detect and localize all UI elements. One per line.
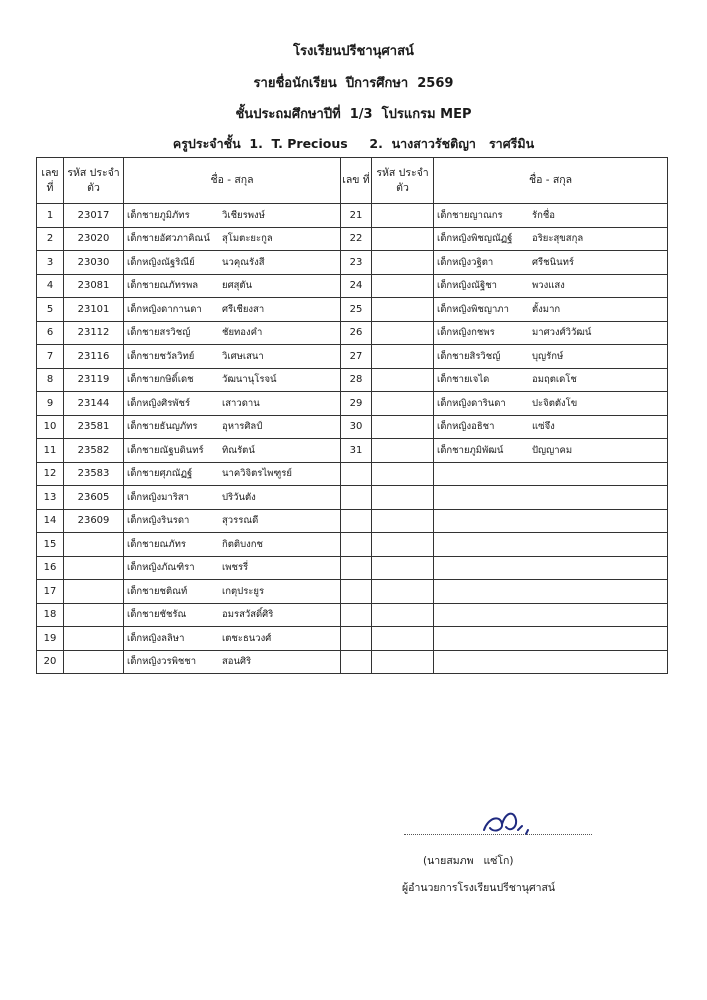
student-name bbox=[434, 627, 668, 651]
student-id bbox=[372, 627, 434, 651]
student-id bbox=[372, 650, 434, 674]
first-name: เด็กชายณภัทร bbox=[127, 538, 186, 550]
student-name bbox=[434, 462, 668, 486]
student-name bbox=[124, 392, 341, 416]
student-id bbox=[372, 251, 434, 275]
student-no: 2 bbox=[37, 227, 64, 251]
student-no: 16 bbox=[37, 556, 64, 580]
student-no: 8 bbox=[37, 368, 64, 392]
table-row bbox=[37, 627, 668, 651]
student-roster-table bbox=[36, 157, 668, 674]
student-no: 3 bbox=[37, 251, 64, 275]
last-name: ศรีชนินทร์ bbox=[532, 256, 574, 268]
student-name bbox=[124, 227, 341, 251]
class-line: ชั้นประถมศึกษาปีที่ 1/3 โปรแกรม MEP bbox=[235, 107, 472, 122]
student-no: 26 bbox=[341, 321, 372, 345]
student-name bbox=[434, 603, 668, 627]
student-no: 6 bbox=[37, 321, 64, 345]
student-id: 23030 bbox=[64, 251, 124, 275]
first-name: เด็กหญิงภัณฑิรา bbox=[127, 562, 195, 574]
student-no: 9 bbox=[37, 392, 64, 416]
student-no: 13 bbox=[37, 486, 64, 510]
first-name: เด็กชายกษิดิ์เดช bbox=[127, 374, 194, 386]
first-name: เด็กหญิงดารินดา bbox=[437, 397, 506, 409]
first-name: เด็กหญิงดากานดา bbox=[127, 303, 202, 315]
student-id: 23112 bbox=[64, 321, 124, 345]
student-name bbox=[434, 298, 668, 322]
student-name bbox=[434, 580, 668, 604]
first-name: เด็กหญิงณัฐิชา bbox=[437, 280, 498, 292]
student-no: 28 bbox=[341, 368, 372, 392]
first-name: เด็กชายเจได bbox=[437, 374, 490, 386]
table-row bbox=[37, 556, 668, 580]
student-no: 20 bbox=[37, 650, 64, 674]
first-name: เด็กชายอัศวภาคิณน์ bbox=[127, 233, 210, 245]
student-id bbox=[64, 627, 124, 651]
table-row bbox=[37, 415, 668, 439]
student-no bbox=[341, 603, 372, 627]
last-name: พวงแสง bbox=[532, 280, 565, 292]
last-name: มาศวงศ์วิวัฒน์ bbox=[532, 327, 592, 339]
last-name: วิเศษเสนา bbox=[222, 350, 264, 362]
table-row bbox=[37, 650, 668, 674]
last-name: ปริวันตัง bbox=[222, 491, 256, 503]
last-name: นวคุณรังสี bbox=[222, 256, 265, 268]
student-no bbox=[341, 556, 372, 580]
student-no: 15 bbox=[37, 533, 64, 557]
table-row bbox=[37, 227, 668, 251]
first-name: เด็กหญิงศิรพัชร์ bbox=[127, 397, 191, 409]
last-name: เตชะธนวงศ์ bbox=[222, 632, 272, 644]
student-no: 10 bbox=[37, 415, 64, 439]
last-name: เพชรรี่ bbox=[222, 562, 249, 574]
student-name bbox=[434, 204, 668, 228]
signatory-name: (นายสมภพ แซ่โก) bbox=[423, 855, 514, 867]
student-name bbox=[124, 368, 341, 392]
student-name bbox=[434, 368, 668, 392]
student-id bbox=[372, 368, 434, 392]
student-id bbox=[372, 580, 434, 604]
table-row bbox=[37, 368, 668, 392]
student-no: 12 bbox=[37, 462, 64, 486]
first-name: เด็กชายณัฐบดินทร์ bbox=[127, 444, 204, 456]
last-name: เสาวดาน bbox=[222, 397, 260, 409]
student-id bbox=[64, 580, 124, 604]
student-name bbox=[124, 251, 341, 275]
student-name bbox=[434, 439, 668, 463]
first-name: เด็กชายภูมิภัทร bbox=[127, 209, 190, 221]
last-name: ตั้งมาก bbox=[532, 303, 561, 315]
student-id bbox=[372, 321, 434, 345]
table-row bbox=[37, 486, 668, 510]
student-no: 18 bbox=[37, 603, 64, 627]
student-no: 29 bbox=[341, 392, 372, 416]
student-no: 5 bbox=[37, 298, 64, 322]
student-id: 23119 bbox=[64, 368, 124, 392]
first-name: เด็กหญิงรินรดา bbox=[127, 515, 190, 527]
student-name bbox=[434, 227, 668, 251]
student-id: 23101 bbox=[64, 298, 124, 322]
header-id: รหัส ประจำตัว bbox=[64, 158, 124, 204]
first-name: เด็กชายญาณกร bbox=[437, 209, 503, 221]
student-name bbox=[124, 274, 341, 298]
last-name: ชัยทองคำ bbox=[222, 327, 263, 339]
table-row bbox=[37, 345, 668, 369]
student-id bbox=[372, 486, 434, 510]
student-id: 23081 bbox=[64, 274, 124, 298]
last-name: อุหารศิลป์ bbox=[222, 421, 263, 433]
student-id bbox=[372, 274, 434, 298]
signatory-position: ผู้อำนวยการโรงเรียนปรีชานุศาสน์ bbox=[402, 882, 556, 894]
student-name bbox=[124, 509, 341, 533]
student-name bbox=[124, 415, 341, 439]
last-name: สุวรรณดี bbox=[222, 515, 259, 527]
table-row bbox=[37, 603, 668, 627]
student-no: 23 bbox=[341, 251, 372, 275]
student-id: 23609 bbox=[64, 509, 124, 533]
first-name: เด็กหญิงวรพิชชา bbox=[127, 656, 197, 668]
student-id bbox=[372, 533, 434, 557]
first-name: เด็กชายสิรวิชญ์ bbox=[437, 350, 501, 362]
student-name bbox=[124, 462, 341, 486]
student-id bbox=[372, 298, 434, 322]
student-name bbox=[124, 533, 341, 557]
first-name: เด็กหญิงกชพร bbox=[437, 327, 495, 339]
student-id bbox=[372, 603, 434, 627]
first-name: เด็กหญิงพิชญาภา bbox=[437, 303, 509, 315]
student-name bbox=[124, 627, 341, 651]
student-id bbox=[64, 650, 124, 674]
first-name: เด็กชายชวัลวิทย์ bbox=[127, 350, 195, 362]
student-name bbox=[124, 439, 341, 463]
student-no bbox=[341, 509, 372, 533]
table-row bbox=[37, 533, 668, 557]
student-no bbox=[341, 650, 372, 674]
header-name: ชื่อ - สกุล bbox=[434, 158, 668, 204]
first-name: เด็กหญิงลลิษา bbox=[127, 632, 185, 644]
last-name: อริยะสุขสกุล bbox=[532, 233, 584, 245]
table-row bbox=[37, 439, 668, 463]
first-name: เด็กชายชติณท์ bbox=[127, 585, 188, 597]
first-name: เด็กชายธันญภัทร bbox=[127, 421, 198, 433]
last-name: วิเชียรพงษ์ bbox=[222, 209, 265, 221]
student-no: 22 bbox=[341, 227, 372, 251]
student-no: 19 bbox=[37, 627, 64, 651]
student-no bbox=[341, 627, 372, 651]
first-name: เด็กหญิงพิชญณัฏฐ์ bbox=[437, 233, 513, 245]
header-no: เลข ที่ bbox=[37, 158, 64, 204]
table-row bbox=[37, 392, 668, 416]
student-no bbox=[341, 486, 372, 510]
list-title: รายชื่อนักเรียน ปีการศึกษา 2569 bbox=[253, 76, 454, 91]
student-name bbox=[434, 556, 668, 580]
signature-line bbox=[404, 834, 592, 835]
last-name: ปะจิตตังโข bbox=[532, 397, 578, 409]
table-row bbox=[37, 274, 668, 298]
student-no bbox=[341, 533, 372, 557]
student-no: 21 bbox=[341, 204, 372, 228]
last-name: เกตุประยูร bbox=[222, 585, 265, 597]
last-name: แซ่จึง bbox=[532, 421, 555, 433]
student-name bbox=[434, 392, 668, 416]
student-name bbox=[124, 321, 341, 345]
student-id: 23583 bbox=[64, 462, 124, 486]
student-id: 23017 bbox=[64, 204, 124, 228]
first-name: เด็กหญิงมาริสา bbox=[127, 491, 189, 503]
student-id: 23581 bbox=[64, 415, 124, 439]
last-name: ทิณรัตน์ bbox=[222, 444, 255, 456]
student-name bbox=[434, 509, 668, 533]
student-no: 4 bbox=[37, 274, 64, 298]
student-no: 7 bbox=[37, 345, 64, 369]
student-id bbox=[372, 227, 434, 251]
first-name: เด็กชายชัชรัณ bbox=[127, 609, 187, 621]
student-id: 23605 bbox=[64, 486, 124, 510]
header-no: เลข ที่ bbox=[341, 158, 372, 204]
student-no: 14 bbox=[37, 509, 64, 533]
student-name bbox=[124, 345, 341, 369]
student-no: 1 bbox=[37, 204, 64, 228]
student-id: 23582 bbox=[64, 439, 124, 463]
table-row bbox=[37, 321, 668, 345]
student-id: 23116 bbox=[64, 345, 124, 369]
student-id bbox=[372, 415, 434, 439]
student-no: 31 bbox=[341, 439, 372, 463]
table-body bbox=[37, 204, 668, 674]
student-id bbox=[64, 556, 124, 580]
first-name: เด็กหญิงอธิชา bbox=[437, 421, 495, 433]
student-name bbox=[434, 251, 668, 275]
first-name: เด็กชายศุภณัฏฐ์ bbox=[127, 468, 193, 480]
student-id bbox=[372, 345, 434, 369]
last-name: วัฒนานุโรจน์ bbox=[222, 374, 277, 386]
last-name: ยศสุตัน bbox=[222, 280, 253, 292]
teachers-line: ครูประจำชั้น 1. T. Precious 2. นางสาวรัชติญา ราศรีมิน bbox=[172, 136, 535, 151]
student-no: 17 bbox=[37, 580, 64, 604]
student-id bbox=[372, 462, 434, 486]
table-row bbox=[37, 204, 668, 228]
table-row bbox=[37, 462, 668, 486]
first-name: เด็กชายสรวิชญ์ bbox=[127, 327, 191, 339]
table-row bbox=[37, 298, 668, 322]
student-no: 24 bbox=[341, 274, 372, 298]
student-name bbox=[434, 321, 668, 345]
student-id bbox=[372, 556, 434, 580]
first-name: เด็กหญิงณัฐริณีย์ bbox=[127, 256, 195, 268]
first-name: เด็กชายณภัทรพล bbox=[127, 280, 199, 292]
school-name: โรงเรียนปรีชานุศาสน์ bbox=[293, 44, 414, 59]
student-name bbox=[124, 650, 341, 674]
student-id bbox=[64, 603, 124, 627]
student-no bbox=[341, 580, 372, 604]
last-name: สุโมตะยะกูล bbox=[222, 233, 273, 245]
first-name: เด็กชายภูมิพัฒน์ bbox=[437, 444, 504, 456]
table-row bbox=[37, 251, 668, 275]
last-name: ปัญญาคม bbox=[532, 444, 573, 456]
last-name: อมรสวัสดิ์ศิริ bbox=[222, 609, 274, 621]
header-id: รหัส ประจำตัว bbox=[372, 158, 434, 204]
last-name: อมฤตเดโช bbox=[532, 374, 577, 386]
student-name bbox=[124, 603, 341, 627]
last-name: รักชื่อ bbox=[532, 209, 556, 221]
student-name bbox=[434, 345, 668, 369]
student-id bbox=[372, 204, 434, 228]
student-name bbox=[124, 580, 341, 604]
last-name: นาควิจิตรไพฑูรย์ bbox=[222, 468, 292, 480]
header-name: ชื่อ - สกุล bbox=[124, 158, 341, 204]
student-id: 23144 bbox=[64, 392, 124, 416]
student-name bbox=[434, 274, 668, 298]
student-id bbox=[372, 439, 434, 463]
last-name: สอนศิริ bbox=[222, 656, 252, 668]
student-no: 25 bbox=[341, 298, 372, 322]
student-no: 11 bbox=[37, 439, 64, 463]
student-id bbox=[372, 392, 434, 416]
student-name bbox=[434, 486, 668, 510]
student-id bbox=[372, 509, 434, 533]
student-name bbox=[434, 650, 668, 674]
table-row bbox=[37, 509, 668, 533]
first-name: เด็กหญิงวฐิตา bbox=[437, 256, 494, 268]
student-name bbox=[124, 204, 341, 228]
student-no: 30 bbox=[341, 415, 372, 439]
student-no: 27 bbox=[341, 345, 372, 369]
student-name bbox=[124, 298, 341, 322]
table-header-row bbox=[37, 158, 668, 204]
student-name bbox=[434, 415, 668, 439]
student-name bbox=[434, 533, 668, 557]
student-name bbox=[124, 486, 341, 510]
student-id: 23020 bbox=[64, 227, 124, 251]
student-no bbox=[341, 462, 372, 486]
last-name: กิตติบงกช bbox=[222, 538, 263, 550]
last-name: ศรีเชียงสา bbox=[222, 303, 265, 315]
table-row bbox=[37, 580, 668, 604]
student-name bbox=[124, 556, 341, 580]
last-name: บุญรักษ์ bbox=[532, 350, 564, 362]
student-id bbox=[64, 533, 124, 557]
